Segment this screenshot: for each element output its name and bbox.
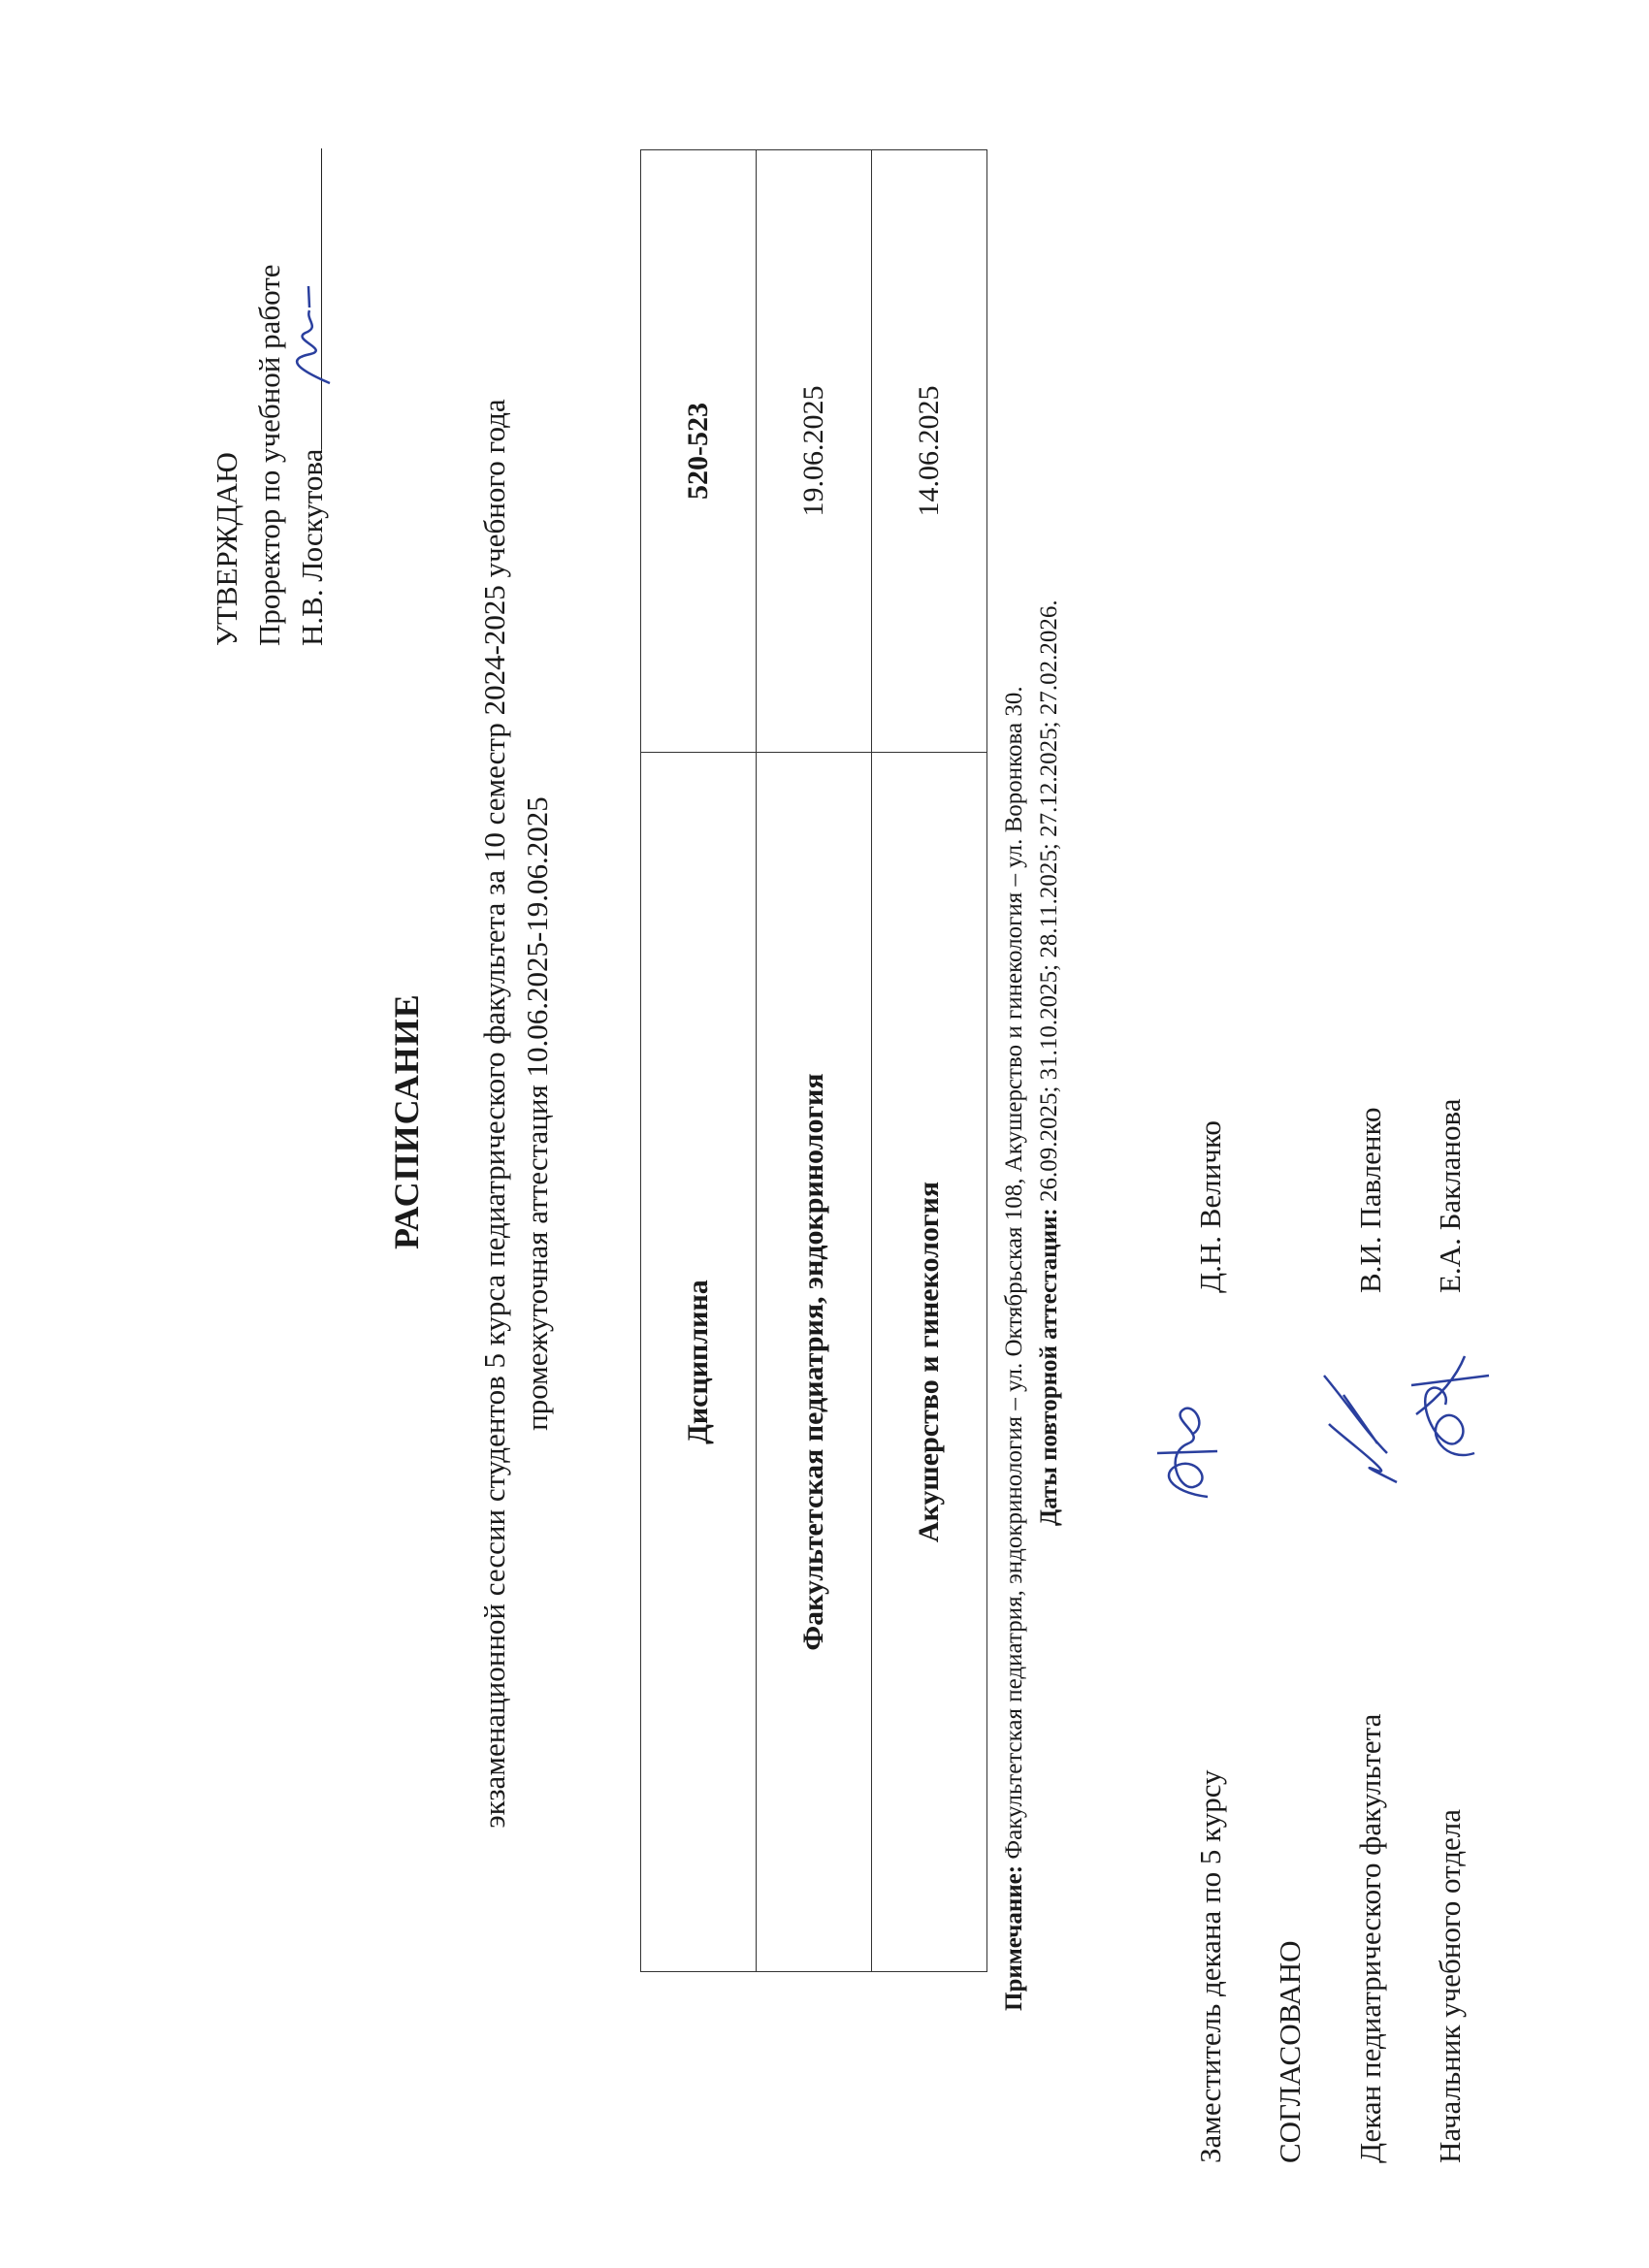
deputy-dean-signature — [1149, 1385, 1222, 1511]
agreed-heading: СОГЛАСОВАНО — [1273, 1940, 1307, 2163]
approval-heading: УТВЕРЖДАЮ — [210, 452, 243, 646]
table-header-row — [641, 150, 757, 1972]
approval-position: Проректор по учебной работе — [252, 264, 286, 646]
deputy-dean-role: Заместитель декана по 5 курсу — [1193, 1769, 1227, 2163]
note-line — [997, 110, 1032, 2011]
note-text: Факультетская педиатрия, эндокринология – ул. Октябрьская 108, Акушерство и гинекология – ул. Воронкова 30. — [1001, 686, 1027, 1860]
approval-signature — [276, 276, 344, 393]
date-cell: 19.06.2025 — [757, 150, 872, 753]
retake-label: Даты повторной аттестации: — [1036, 1208, 1062, 1526]
note-label: Примечание: — [1001, 1864, 1027, 2011]
retake-line — [1032, 110, 1067, 2011]
dean-role: Декан педиатрического факультета — [1353, 1713, 1387, 2163]
approval-name: Н.В. Лоскутова — [295, 448, 329, 646]
note-block — [997, 110, 1067, 2011]
retake-dates: 26.09.2025; 31.10.2025; 28.11.2025; 27.12.2025; 27.02.2026. — [1036, 599, 1062, 1203]
date-cell: 14.06.2025 — [872, 150, 987, 753]
head-edu-name: Е.А. Бакланова — [1433, 1098, 1467, 1293]
page-title: РАСПИСАНИЕ — [387, 993, 426, 1249]
approval-name-line — [291, 148, 334, 646]
header-group: 520-523 — [641, 150, 757, 753]
subtitle-line-1: экзаменационной сессии студентов 5 курса педиатрического факультета за 10 семестр 2024-2025 учебного года — [477, 399, 511, 1829]
dean-signature — [1319, 1366, 1406, 1492]
signature-line — [321, 148, 322, 449]
table-row — [872, 150, 987, 1972]
head-edu-signature — [1397, 1346, 1494, 1473]
dean-name: В.И. Павленко — [1353, 1107, 1387, 1293]
discipline-cell: Факультетская педиатрия, эндокринология — [757, 753, 872, 1972]
subtitle-line-2: промежуточная аттестация 10.06.2025-19.06.2025 — [520, 796, 554, 1431]
page-subtitle — [473, 250, 559, 1977]
deputy-dean-name: Д.Н. Величко — [1193, 1120, 1227, 1293]
table-row — [757, 150, 872, 1972]
approval-block — [206, 148, 334, 646]
schedule-table — [640, 149, 987, 1972]
header-discipline: Дисциплина — [641, 753, 757, 1972]
discipline-cell: Акушерство и гинекология — [872, 753, 987, 1972]
head-edu-role: Начальник учебного отдела — [1433, 1808, 1467, 2163]
